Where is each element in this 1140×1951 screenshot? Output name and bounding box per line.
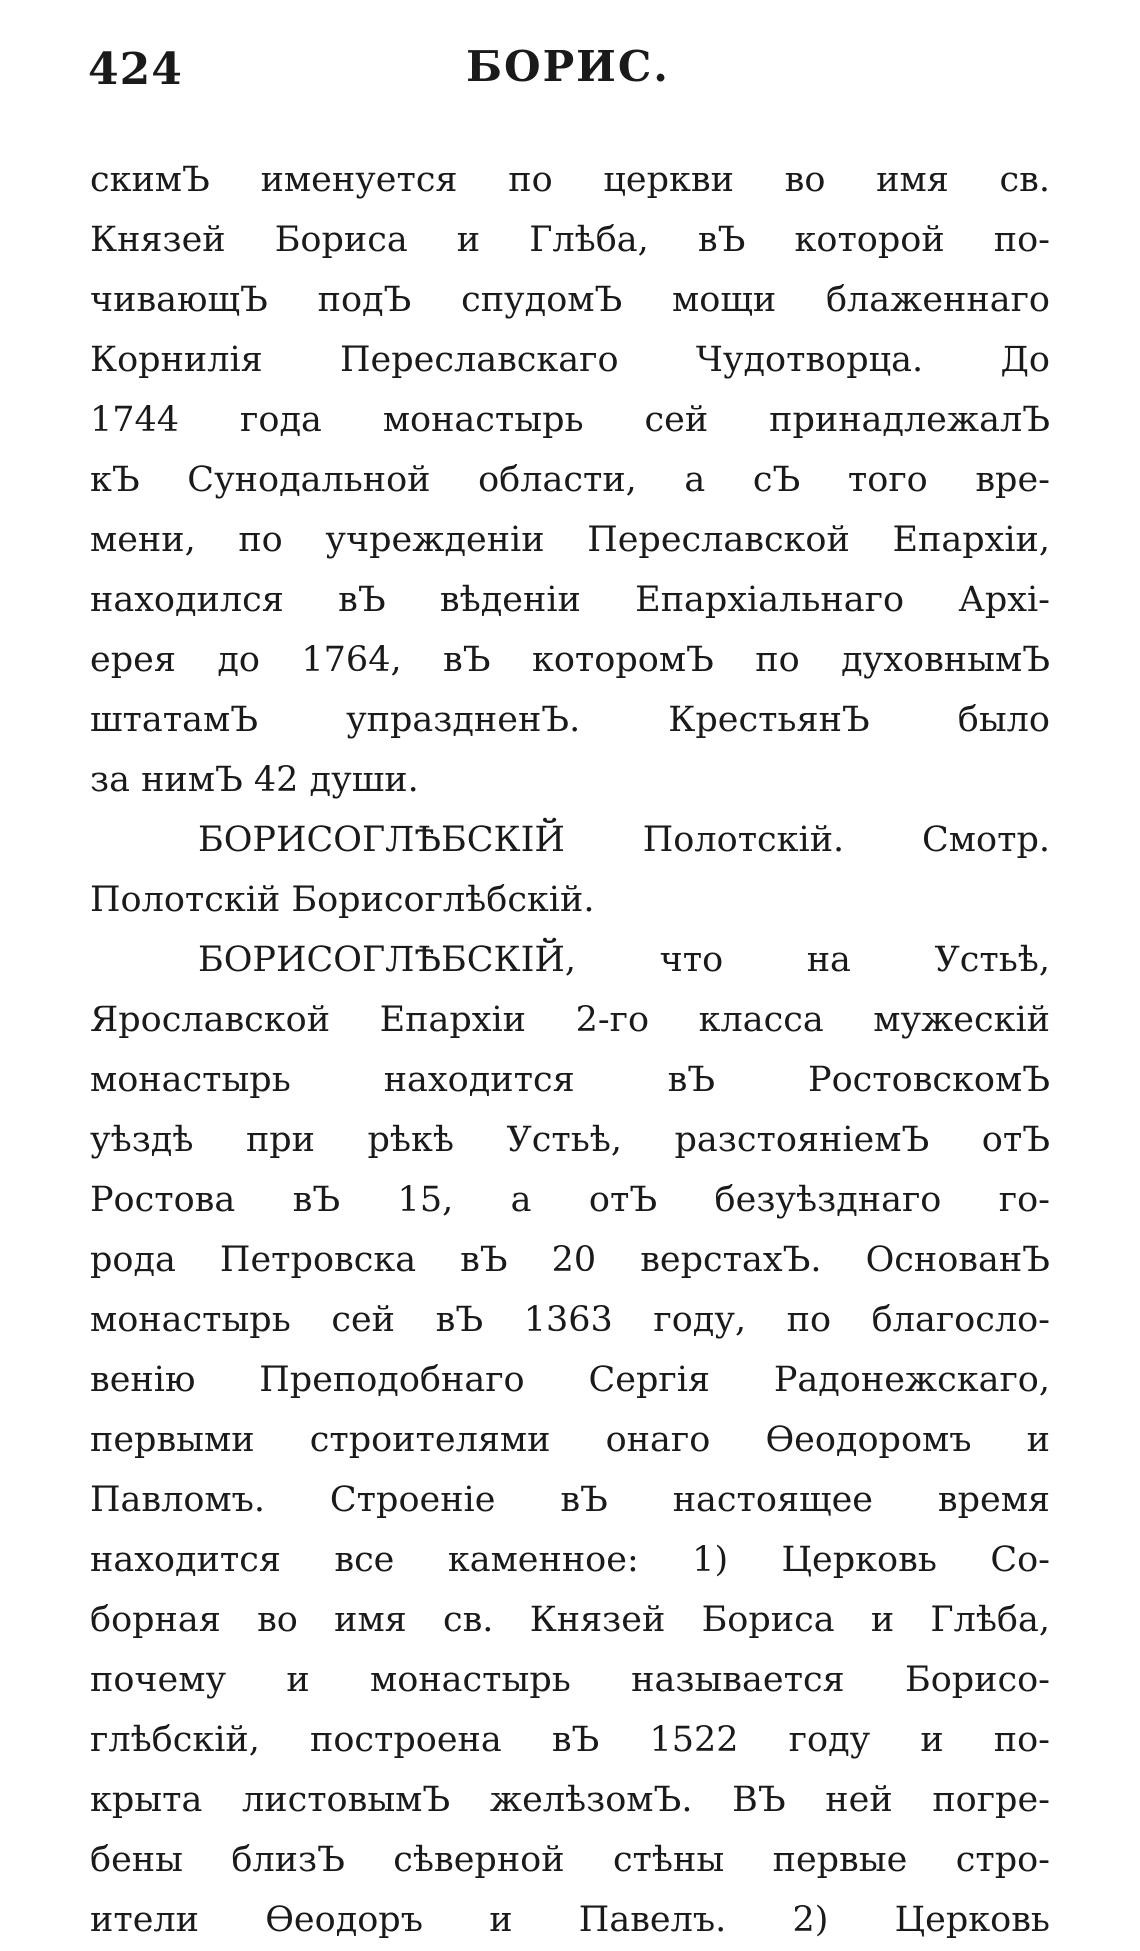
text-line: находился вЪ вѣденіи Епархіальнаго Архі-: [90, 580, 1050, 620]
text-line: крыта листовымЪ желѣзомЪ. ВЪ ней погре-: [90, 1780, 1050, 1820]
text-line: штатамЪ упраздненЪ. КрестьянЪ было: [90, 700, 1050, 740]
text-line: Князей Бориса и Глѣба, вЪ которой по-: [90, 220, 1050, 260]
text-line: ерея до 1764, вЪ которомЪ по духовнымЪ: [90, 640, 1050, 680]
text-line: борная во имя св. Князей Бориса и Глѣба,: [90, 1600, 1050, 1640]
text-line: Полотскій Борисоглѣбскій.: [90, 880, 595, 920]
entry-heading-line: БОРИСОГЛѢБСКІЙ Полотскій. Смотр.: [198, 820, 1050, 860]
text-line: скимЪ именуется по церкви во имя св.: [90, 160, 1050, 200]
text-line: Павломъ. Строеніе вЪ настоящее время: [90, 1480, 1050, 1520]
text-line: первыми строителями онаго Өеодоромъ и: [90, 1420, 1050, 1460]
text-line: кЪ Сунодальной области, а сЪ того вре-: [90, 460, 1050, 500]
text-line: глѣбскій, построена вЪ 1522 году и по-: [90, 1720, 1050, 1760]
text-line: 1744 года монастырь сей принадлежалЪ: [90, 400, 1050, 440]
text-line: Ярославской Епархіи 2-го класса мужескій: [90, 1000, 1050, 1040]
entry-heading-line: БОРИСОГЛѢБСКІЙ, что на Устьѣ,: [198, 940, 1050, 980]
page-header: [88, 38, 1048, 108]
text-line: бены близЪ сѣверной стѣны первые стро-: [90, 1840, 1050, 1880]
text-line: почему и монастырь называется Борисо-: [90, 1660, 1050, 1700]
body-text: [90, 150, 1050, 1950]
text-line: ители Өеодоръ и Павелъ. 2) Церковь: [90, 1900, 1050, 1940]
text-line: венію Преподобнаго Сергія Радонежскаго,: [90, 1360, 1050, 1400]
text-line: Ростова вЪ 15, а отЪ безуѣзднаго го-: [90, 1180, 1050, 1220]
text-line: монастырь сей вЪ 1363 году, по благосло-: [90, 1300, 1050, 1340]
text-line: уѣздѣ при рѣкѣ Устьѣ, разстояніемЪ отЪ: [90, 1120, 1050, 1160]
page-number: 424: [88, 44, 183, 95]
text-line: рода Петровска вЪ 20 верстахЪ. ОснованЪ: [90, 1240, 1050, 1280]
text-line: Корнилія Переславскаго Чудотворца. До: [90, 340, 1050, 380]
text-line: чивающЪ подЪ спудомЪ мощи блаженнаго: [90, 280, 1050, 320]
text-line: мени, по учрежденіи Переславской Епархіи,: [90, 520, 1050, 560]
text-line: за нимЪ 42 души.: [90, 760, 419, 800]
text-line: находится все каменное: 1) Церковь Со-: [90, 1540, 1050, 1580]
running-head: БОРИС.: [466, 42, 670, 91]
text-line: монастырь находится вЪ РостовскомЪ: [90, 1060, 1050, 1100]
